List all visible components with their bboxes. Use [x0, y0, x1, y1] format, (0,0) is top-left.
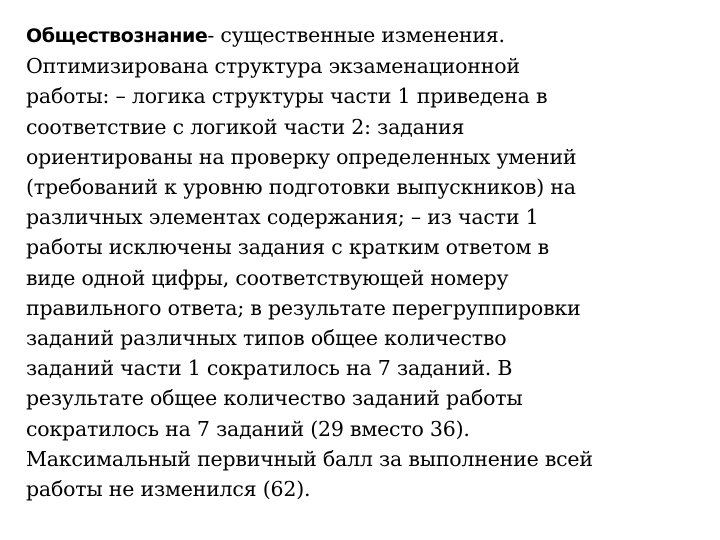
text-line-10: заданий различных типов общее количество [26, 326, 507, 351]
text-line-0 [26, 20, 706, 51]
text-line-4: ориентированы на проверку определенных умений [26, 144, 577, 169]
text-line-2: работы: – логика структуры части 1 приведена в [26, 84, 548, 109]
text-line-11: заданий части 1 сократилось на 7 заданий. В [26, 356, 513, 381]
text-line-13: сократилось на 7 заданий (29 вместо 36). [26, 416, 470, 441]
subject-heading: Обществознание [26, 25, 208, 47]
text-line-8: виде одной цифры, соответствующей номеру [26, 265, 509, 290]
text-line-6: различных элементах содержания; – из части 1 [26, 205, 539, 230]
text-line-7: работы исключены задания с кратким ответом в [26, 235, 549, 260]
text-line-5: (требований к уровню подготовки выпускников) на [26, 175, 576, 200]
text-line-14: Максимальный первичный балл за выполнение всей [26, 446, 593, 471]
subject-heading-rest: - существенные изменения. [207, 23, 505, 47]
text-line-12: результате общее количество заданий работы [26, 386, 523, 411]
text-line-1: Оптимизирована структура экзаменационной [26, 54, 520, 79]
text-line-9: правильного ответа; в результате перегруппировки [26, 295, 581, 320]
body-text [26, 20, 706, 504]
text-line-15: работы не изменился (62). [26, 477, 311, 502]
text-line-3: соответствие с логикой части 2: задания [26, 114, 465, 139]
